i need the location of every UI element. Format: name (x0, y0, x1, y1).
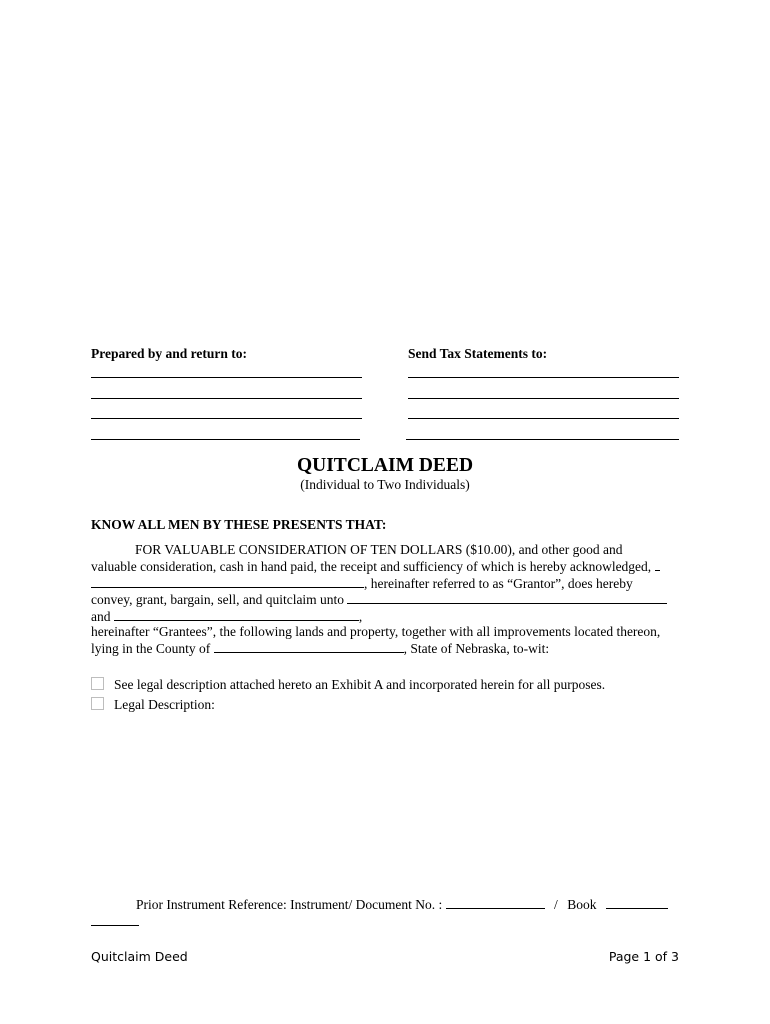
footer-page-number: Page 1 of 3 (608, 949, 679, 964)
tax-statement-line-4[interactable] (406, 439, 679, 440)
tax-statement-line-2[interactable] (408, 398, 679, 399)
para-line-2 (91, 558, 660, 576)
para-line-4 (91, 591, 667, 609)
legal-description-checkbox[interactable] (91, 697, 104, 710)
para-line-7 (91, 640, 549, 658)
county-blank[interactable] (214, 640, 404, 653)
prepared-by-line-4[interactable] (91, 439, 360, 440)
book-number-blank[interactable] (606, 896, 668, 909)
exhibit-a-option-label: See legal description attached hereto an Exhibit A and incorporated herein for all purposes. (114, 677, 606, 692)
grantor-name-blank[interactable] (91, 575, 364, 588)
tax-statement-line-1[interactable] (408, 377, 679, 378)
para-line-5-text: and (91, 609, 111, 624)
para-line-3 (91, 575, 633, 593)
prepared-by-line-3[interactable] (91, 418, 362, 419)
para-line-3-text: , hereinafter referred to as “Grantor”, does hereby (364, 576, 633, 591)
para-line-4-text: convey, grant, bargain, sell, and quitclaim unto (91, 592, 345, 607)
para-line-7-suffix: , State of Nebraska, to-wit: (403, 641, 550, 656)
prepared-by-line-1[interactable] (91, 377, 362, 378)
document-number-blank[interactable] (446, 896, 545, 909)
exhibit-a-checkbox[interactable] (91, 677, 104, 690)
grantee-2-blank[interactable] (114, 608, 359, 621)
para-line-6: hereinafter “Grantees”, the following lands and property, together with all improvements located thereon, (91, 624, 661, 639)
document-title: QUITCLAIM DEED (296, 455, 474, 476)
para-line-5 (91, 608, 362, 626)
document-subtitle: (Individual to Two Individuals) (300, 477, 470, 492)
prepared-by-line-2[interactable] (91, 398, 362, 399)
tax-statement-line-3[interactable] (408, 418, 679, 419)
para-line-5-comma: , (358, 609, 363, 624)
footer-document-name: Quitclaim Deed (91, 949, 188, 964)
book-label: Book (567, 897, 597, 912)
para-line-2-text: valuable consideration, cash in hand paid, the receipt and sufficiency of which is hereby acknowledged, (91, 559, 652, 574)
grantor-blank-start[interactable] (655, 558, 660, 571)
intro-heading: KNOW ALL MEN BY THESE PRESENTS THAT: (91, 517, 387, 532)
prior-ref-label: Prior Instrument Reference: Instrument/ Document No. : (136, 897, 443, 912)
legal-description-option-label: Legal Description: (114, 697, 215, 712)
prior-ref-separator: / (554, 897, 558, 912)
prepared-by-label: Prepared by and return to: (91, 346, 248, 361)
para-line-7-text: lying in the County of (91, 641, 211, 656)
tax-statements-label: Send Tax Statements to: (408, 346, 548, 361)
prior-ref-line (136, 896, 668, 914)
para-line-1: FOR VALUABLE CONSIDERATION OF TEN DOLLARS ($10.00), and other good and (135, 542, 623, 557)
book-number-blank-continued[interactable] (91, 925, 139, 926)
grantee-1-blank[interactable] (347, 591, 667, 604)
